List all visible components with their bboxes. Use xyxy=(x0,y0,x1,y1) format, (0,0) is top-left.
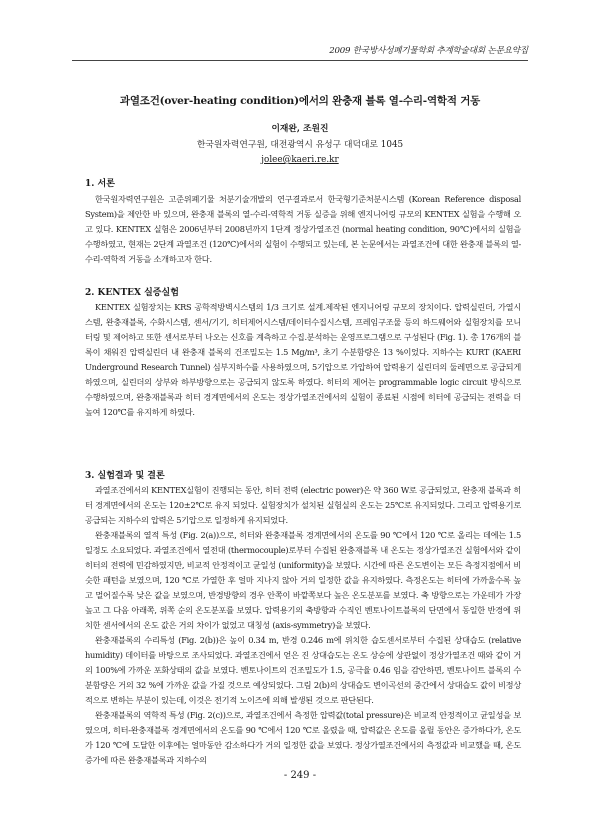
author-block xyxy=(60,122,540,169)
paragraph: 완충재블록의 열적 특성 (Fig. 2(a))으로, 히터와 완충재블록 경계면에서의 온도를 90 ℃에서 120 ℃로 올리는 데에는 1.5일정도 소요되었다. 과열조건에서 열전대 (thermocouple)로부터 수집된 완충재블록 내 온도는 정상가열조건 실험에서와 같이 히터의 전력에 민감하였지만, 비교적 안정적이고 균일성 (uniformity)을 보였다. 시간에 따른 온도변이는 모든 측정지점에서 비슷한 패턴을 보였으며, 120 ℃로 가열한 후 얼마 지나지 않아 거의 일정한 값을 유지하였다. 측정온도는 히터에 가까울수록 높고 멀어질수록 낮은 값을 보였으며, 반경방향의 경우 안쪽이 바깥쪽보다 높은 온도분포를 보였다. 축 방향으로는 가운데가 가장 높고 그 다음 아래쪽, 위쪽 순의 온도분포를 보였다. 압력용기의 축방향과 수직인 벤토나이트블록의 단면에서 동일한 반경에 위치한 센서에서의 온도 값은 거의 차이가 없었고 대칭성 (axis-symmetry)을 보였다. xyxy=(85,530,521,630)
paragraph: 한국원자력연구원은 고준위폐기물 처분기술개발의 연구결과로서 한국형기준처분시스템 (Korean Reference disposal System)을 제안한 바 있으며, 완충재 블록의 열-수리-역학적 거동 실증을 위해 엔지니어링 규모의 KENTEX 실험을 수행해 오고 있다. KENTEX 실험은 2006년부터 2008년까지 1단계 정상가열조건 (normal heating condition, 90℃)에서의 실험을 수행하였고, 현재는 2단계 과열조건 (120℃)에서의 실험이 수행되고 있는데, 본 논문에서는 과열조건에 대한 완충재 블록의 열-수리-역학적 거동을 소개하고자 한다. xyxy=(85,194,521,264)
section-body-introduction xyxy=(85,192,521,267)
section-heading-results: 3. 실험결과 및 결론 xyxy=(85,471,165,481)
section-heading-introduction: 1. 서론 xyxy=(85,179,115,189)
paragraph: 과열조건에서의 KENTEX실험이 진행되는 동안, 히터 전력 (electric power)은 약 360 W로 공급되었고, 완충재 블록과 히터 경계면에서의 온도는 120±2℃로 유지 되었다. 실험장치가 설치된 실험실의 온도는 25℃로 유지되었다. 그리고 압력용기로 공급되는 지하수의 압력은 5기압으로 일정하게 유지되었다. xyxy=(85,485,521,525)
email-link[interactable]: jolee@kaeri.re.kr xyxy=(261,155,339,165)
paragraph: 완충재블록의 수리특성 (Fig. 2(b))은 높이 0.34 m, 반경 0.246 m에 위치한 습도센서로부터 수집된 상대습도 (relative humidity) 데이터를 바탕으로 조사되었다. 과열조건에서 얻은 진 상대습도는 온도 상승에 상관없이 정상가열조건 때와 같이 거의 100%에 가까운 포화상태의 값을 보였다. 벤토나이트의 건조밀도가 1.5, 공극율 0.46 임을 감안하면, 벤토나이트 블록의 수분함량은 거의 32 %에 가까운 값을 가질 것으로 예상되었다. 그림 2(b)의 상대습도 변이곡선의 중간에서 상대습도 값이 비정상적으로 변하는 부분이 있는데, 이것은 전기적 노이즈에 의해 발생된 것으로 판단된다. xyxy=(85,635,521,705)
section-body-kentex xyxy=(85,300,521,420)
paragraph: KENTEX 실험장치는 KRS 공학적방벽시스템의 1/3 크기로 설계.제작된 엔지니어링 규모의 장치이다. 압력실린더, 가열시스템, 완충재블록, 수화시스템, 센서/기기, 히터제어시스템/데이터수집시스템, 프레임구조물 등의 하드웨어와 실험장치를 모니터링 및 제어하고 또한 센서로부터 나오는 신호를 계측하고 수집.분석하는 운영프로그램으로 구성된다 (Fig. 1). 총 176개의 블록이 채워진 압력실린더 내 완충재 블록의 건조밀도는 1.5 Mg/m³, 초기 수분함량은 13 %이었다. 지하수는 KURT (KAERI Underground Research Tunnel) 심부지하수를 사용하였으며, 5기압으로 가압하여 압력용기 실린더의 둘레면으로 공급되게 하였으며, 실린더의 상부와 하부방향으로는 공급되지 않도록 하였다. 히터의 제어는 programmable logic circuit 방식으로 수행하였으며, 완충재블록과 히터 경계면에서의 온도는 정상가열조건에서의 실험이 종료된 시점에 히터에 공급되는 전력을 더 높여 120℃를 유지하게 하였다. xyxy=(85,302,521,417)
section-body-results xyxy=(85,483,521,768)
running-header: 2009 한국방사성폐기물학회 추계학술대회 논문요약집 xyxy=(329,46,528,56)
page-number: - 249 - xyxy=(283,770,317,781)
paper-title: 과열조건(over-heating condition)에서의 완충재 블록 열-수리-역학적 거동 xyxy=(119,95,481,107)
header-rule xyxy=(72,60,528,61)
paragraph: 완충재블록의 역학적 특성 (Fig. 2(c))으로, 과열조건에서 측정한 압력값(total pressure)은 비교적 안정적이고 균일성을 보였으며, 히터-완충재블록 경계면에서의 온도를 90 ℃에서 120 ℃로 올렸을 때, 압력값은 온도를 올릴 동안은 증가하다가, 온도가 120 ℃에 도달한 이후에는 얼마동안 감소하다가 거의 일정한 값을 보였다. 정상가열조건에서의 측정값과 비교했을 때, 온도 증가에 따른 완충재블록과 지하수의 xyxy=(85,710,521,765)
affiliation: 한국원자력연구원, 대전광역시 유성구 대덕대로 1045 xyxy=(196,139,404,150)
section-heading-kentex: 2. KENTEX 실증실험 xyxy=(85,288,179,298)
author-names: 이재완, 조원진 xyxy=(271,124,329,134)
